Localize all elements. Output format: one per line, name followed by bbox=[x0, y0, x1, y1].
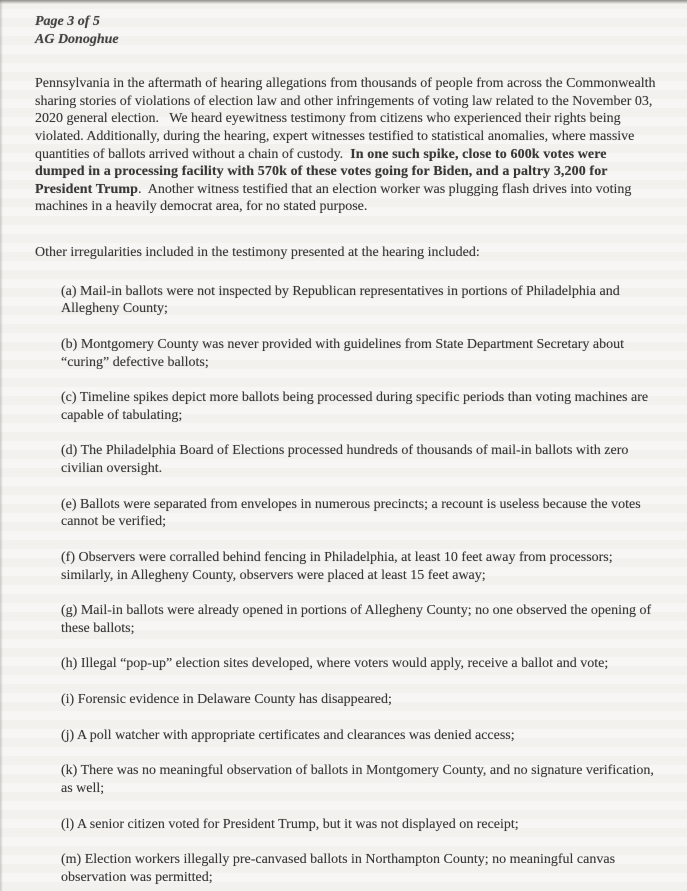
item-label: (k) bbox=[61, 763, 78, 779]
item-label: (d) bbox=[61, 443, 78, 459]
list-item-j bbox=[61, 727, 659, 745]
item-text: Montgomery County was never provided with guidelines from State Department Secretary about “curing” defective ballots; bbox=[61, 336, 624, 370]
irregularity-list bbox=[35, 283, 659, 887]
list-item-k bbox=[61, 762, 659, 797]
item-text: Forensic evidence in Delaware County has disappeared; bbox=[77, 692, 392, 707]
item-text: Timeline spikes depict more ballots being processed during specific periods than voting machines are capable of tabulating; bbox=[61, 390, 649, 423]
list-item-e bbox=[61, 496, 659, 531]
list-item-a bbox=[61, 283, 659, 318]
list-lead-in: Other irregularities included in the testimony presented at the hearing included: bbox=[35, 245, 480, 260]
list-item-b bbox=[61, 336, 659, 371]
list-item-g bbox=[61, 602, 659, 637]
list-item-d bbox=[61, 442, 659, 477]
item-text: Election workers illegally pre-canvased ballots in Northampton County; no meaningful canvas observation was permitted; bbox=[61, 852, 616, 885]
list-item-l bbox=[61, 816, 659, 834]
intro-paragraph bbox=[35, 75, 659, 216]
item-text: Mail-in ballots were not inspected by Republican representatives in portions of Philadelphia and Allegheny County; bbox=[61, 283, 620, 317]
item-text: Illegal “pop-up” election sites developed, where voters would apply, receive a ballot and vote; bbox=[80, 656, 609, 672]
intro-text-after-bold: . Another witness testified that an election worker was plugging flash drives into voting machines in a heavily democrat area, for no stated purpose. bbox=[35, 181, 635, 215]
item-label: (f) bbox=[61, 549, 75, 565]
item-text: The Philadelphia Board of Elections processed hundreds of thousands of mail-in ballots with zero civilian oversight. bbox=[61, 443, 629, 476]
item-text: Mail-in ballots were already opened in portions of Allegheny County; no one observed the opening of these ballots; bbox=[61, 603, 652, 636]
intro-bold-claim: In one such spike, close to 600k votes were dumped in a processing facility with 570k of these votes going for Biden, and a paltry 3,200 for President Trump bbox=[35, 146, 611, 197]
item-label: (c) bbox=[61, 390, 77, 406]
item-text: Ballots were separated from envelopes in numerous precincts; a recount is useless because the votes cannot be verified; bbox=[61, 496, 641, 530]
list-item-c bbox=[61, 389, 659, 424]
item-text: A senior citizen voted for President Trump, but it was not displayed on receipt; bbox=[76, 816, 519, 832]
item-label: (i) bbox=[61, 692, 75, 707]
item-label: (m) bbox=[61, 852, 82, 868]
item-label: (g) bbox=[61, 603, 78, 619]
item-label: (b) bbox=[61, 336, 78, 352]
list-item-h bbox=[61, 655, 659, 673]
item-label: (e) bbox=[61, 496, 77, 512]
item-text: Observers were corralled behind fencing in Philadelphia, at least 10 feet away from processors; similarly, in Allegheny County, observers were placed at least 15 feet away; bbox=[61, 549, 613, 583]
author-label: AG Donoghue bbox=[35, 32, 119, 47]
item-label: (l) bbox=[61, 816, 75, 832]
list-item-i bbox=[61, 691, 659, 709]
item-label: (j) bbox=[61, 727, 75, 743]
item-text: There was no meaningful observation of ballots in Montgomery County, and no signature verification, as well; bbox=[61, 763, 654, 796]
scan-left-edge bbox=[0, 0, 3, 891]
intro-text-before-bold: Pennsylvania in the aftermath of hearing allegations from thousands of people from across the Commonwealth sharing stories of violations of election law and other infringements of voting law related to the November 03, 2020 general election. We heard eyewitness testimony from citizens who experienced their rights being violated. Additionally, during the hearing, expert witnesses testified to statistical anomalies, where massive quantities of ballots arrived without a chain of custody. bbox=[35, 76, 660, 162]
item-label: (h) bbox=[61, 656, 78, 672]
list-item-m bbox=[61, 851, 659, 886]
item-text: A poll watcher with appropriate certificates and clearances was denied access; bbox=[76, 727, 515, 743]
list-item-f bbox=[61, 549, 659, 584]
document-header bbox=[35, 13, 659, 49]
page-number-label: Page 3 of 5 bbox=[35, 14, 100, 29]
scan-top-edge bbox=[0, 0, 687, 4]
item-label: (a) bbox=[61, 283, 77, 299]
